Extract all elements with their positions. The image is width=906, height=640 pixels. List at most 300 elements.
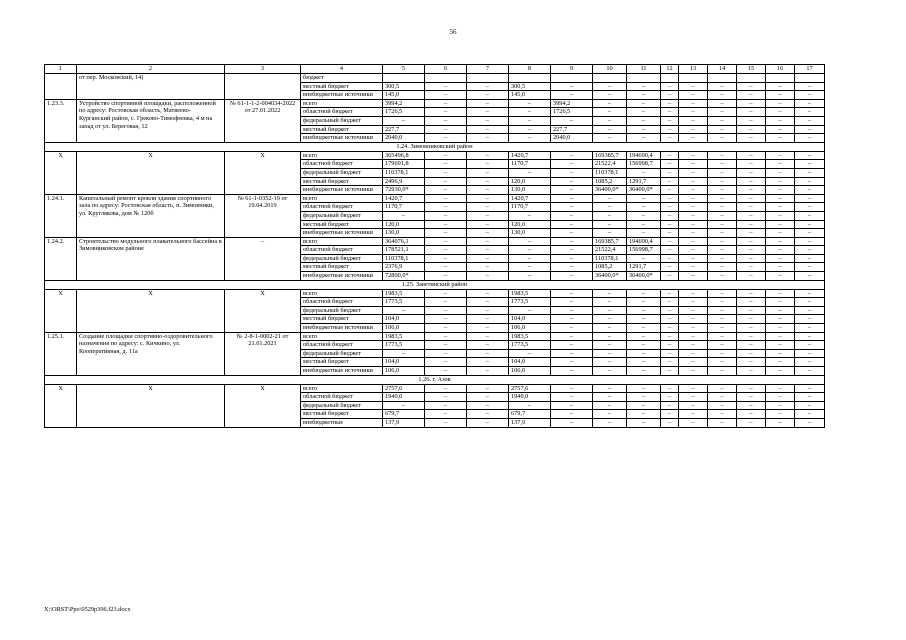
header-cell: 9 [551, 65, 593, 74]
table-row [45, 74, 825, 83]
value-cell: – [766, 254, 795, 263]
value-cell: 3994,2 [383, 99, 425, 108]
value-cell: – [425, 263, 467, 272]
value-cell: – [766, 315, 795, 324]
funding-source: всего [301, 384, 383, 393]
value-cell: – [708, 358, 737, 367]
value-cell: – [679, 349, 708, 358]
header-cell: 3 [225, 65, 301, 74]
value-cell: – [708, 177, 737, 186]
value-cell: – [627, 332, 661, 341]
value-cell: – [766, 367, 795, 376]
value-cell: 104,0 [383, 315, 425, 324]
value-cell: – [661, 229, 679, 238]
value-cell: – [708, 401, 737, 410]
funding-source: внебюджетные источники [301, 324, 383, 333]
page-number: 56 [449, 28, 457, 36]
header-cell: 8 [509, 65, 551, 74]
value-cell: – [679, 393, 708, 402]
value-cell: – [679, 254, 708, 263]
value-cell: – [661, 211, 679, 220]
value-cell: – [679, 237, 708, 246]
value-cell: – [708, 341, 737, 350]
value-cell: – [627, 341, 661, 350]
value-cell: – [509, 125, 551, 134]
value-cell: – [737, 220, 766, 229]
footer-path: X:\ORST\Ppo\0529p396.f23.docx [44, 606, 131, 613]
value-cell: 2040,0 [551, 134, 593, 143]
value-cell: – [467, 220, 509, 229]
value-cell: – [795, 91, 825, 100]
value-cell: – [425, 298, 467, 307]
value-cell: – [467, 367, 509, 376]
header-cell: 17 [795, 65, 825, 74]
value-cell: 120,0 [383, 220, 425, 229]
value-cell: 194690,4 [627, 151, 661, 160]
value-cell: – [766, 194, 795, 203]
value-cell: – [737, 177, 766, 186]
value-cell: – [708, 246, 737, 255]
value-cell: – [627, 418, 661, 427]
value-cell: – [551, 254, 593, 263]
value-cell: – [679, 108, 708, 117]
value-cell: – [795, 349, 825, 358]
value-cell: – [627, 108, 661, 117]
value-cell: – [593, 134, 627, 143]
value-cell: 1170,7 [383, 203, 425, 212]
value-cell: – [467, 211, 509, 220]
value-cell: – [795, 315, 825, 324]
value-cell: – [795, 306, 825, 315]
value-cell: – [766, 220, 795, 229]
value-cell: 364076,1 [383, 237, 425, 246]
value-cell: – [795, 367, 825, 376]
value-cell: – [737, 160, 766, 169]
value-cell: 2040,0 [383, 134, 425, 143]
value-cell [383, 74, 425, 83]
value-cell: – [737, 332, 766, 341]
header-cell: 14 [708, 65, 737, 74]
funding-source: местный бюджет [301, 125, 383, 134]
value-cell: – [627, 410, 661, 419]
value-cell [551, 74, 593, 83]
value-cell: – [551, 384, 593, 393]
value-cell: – [795, 393, 825, 402]
value-cell: – [425, 99, 467, 108]
value-cell: 179691,8 [383, 160, 425, 169]
value-cell: – [795, 151, 825, 160]
value-cell: 1726,5 [383, 108, 425, 117]
value-cell: – [593, 401, 627, 410]
item-name: Создание площадки спортивно-оздоровительного назначения по адресу: с. Кичкино, ул. Кооперативная, д. 11а [77, 332, 225, 375]
value-cell [679, 74, 708, 83]
value-cell: 72930,0* [383, 186, 425, 195]
value-cell: 145,0 [509, 91, 551, 100]
value-cell: 137,9 [509, 418, 551, 427]
value-cell: – [661, 177, 679, 186]
value-cell: – [627, 211, 661, 220]
value-cell: – [551, 168, 593, 177]
value-cell: 1773,5 [509, 341, 551, 350]
value-cell: – [661, 418, 679, 427]
value-cell: – [737, 237, 766, 246]
value-cell: 1940,0 [383, 393, 425, 402]
value-cell: – [627, 116, 661, 125]
funding-source: внебюджетные источники [301, 91, 383, 100]
value-cell: 110378,1 [593, 254, 627, 263]
funding-source: федеральный бюджет [301, 306, 383, 315]
value-cell: – [679, 401, 708, 410]
value-cell: – [661, 151, 679, 160]
value-cell: – [661, 91, 679, 100]
value-cell: – [661, 203, 679, 212]
value-cell: – [708, 151, 737, 160]
funding-source: областной бюджет [301, 393, 383, 402]
header-cell: 11 [627, 65, 661, 74]
value-cell [766, 74, 795, 83]
value-cell: – [766, 289, 795, 298]
header-cell: 7 [467, 65, 509, 74]
value-cell: – [509, 306, 551, 315]
value-cell: 120,0 [509, 177, 551, 186]
value-cell: 1773,5 [383, 298, 425, 307]
value-cell: – [661, 134, 679, 143]
value-cell: – [679, 367, 708, 376]
table-row [45, 99, 825, 108]
value-cell: 178521,1 [383, 246, 425, 255]
value-cell: – [766, 418, 795, 427]
value-cell: – [593, 194, 627, 203]
value-cell: – [708, 108, 737, 117]
value-cell: – [467, 263, 509, 272]
value-cell: – [708, 229, 737, 238]
value-cell: – [509, 134, 551, 143]
header-cell: 2 [77, 65, 225, 74]
value-cell: – [383, 349, 425, 358]
value-cell: – [737, 254, 766, 263]
funding-source: областной бюджет [301, 246, 383, 255]
value-cell: – [661, 393, 679, 402]
value-cell: – [383, 401, 425, 410]
value-cell: – [766, 384, 795, 393]
value-cell: – [737, 410, 766, 419]
value-cell: – [679, 99, 708, 108]
value-cell: – [737, 116, 766, 125]
value-cell: – [467, 306, 509, 315]
value-cell: – [795, 134, 825, 143]
value-cell: – [737, 203, 766, 212]
value-cell: – [467, 341, 509, 350]
value-cell: – [467, 237, 509, 246]
value-cell: – [627, 254, 661, 263]
value-cell: – [425, 289, 467, 298]
value-cell [509, 74, 551, 83]
value-cell: – [679, 220, 708, 229]
funding-source: местный бюджет [301, 358, 383, 367]
value-cell: – [679, 151, 708, 160]
value-cell: 137,9 [383, 418, 425, 427]
value-cell: – [425, 82, 467, 91]
value-cell: – [467, 358, 509, 367]
value-cell: – [383, 211, 425, 220]
value-cell: – [425, 418, 467, 427]
value-cell: – [679, 134, 708, 143]
item-name: Х [77, 384, 225, 427]
value-cell: – [551, 367, 593, 376]
value-cell: – [737, 91, 766, 100]
value-cell: – [795, 254, 825, 263]
value-cell: – [551, 82, 593, 91]
value-cell: – [795, 194, 825, 203]
value-cell: – [551, 186, 593, 195]
value-cell: – [661, 194, 679, 203]
value-cell: – [467, 194, 509, 203]
funding-source: федеральный бюджет [301, 168, 383, 177]
value-cell: – [766, 298, 795, 307]
value-cell: – [766, 341, 795, 350]
value-cell: – [679, 289, 708, 298]
value-cell: – [679, 332, 708, 341]
value-cell: – [795, 410, 825, 419]
value-cell: – [661, 341, 679, 350]
value-cell: – [766, 332, 795, 341]
value-cell: – [627, 220, 661, 229]
value-cell: – [551, 151, 593, 160]
value-cell: 1420,7 [383, 194, 425, 203]
value-cell: 110378,1 [383, 254, 425, 263]
value-cell: 2496,9 [383, 177, 425, 186]
value-cell: – [551, 315, 593, 324]
value-cell [795, 74, 825, 83]
value-cell: – [425, 324, 467, 333]
value-cell: – [551, 194, 593, 203]
value-cell: 36400,0* [593, 272, 627, 281]
value-cell: – [593, 298, 627, 307]
value-cell: – [467, 393, 509, 402]
value-cell: – [661, 384, 679, 393]
value-cell: – [708, 220, 737, 229]
value-cell: – [425, 349, 467, 358]
value-cell: – [679, 229, 708, 238]
value-cell: 72800,0* [383, 272, 425, 281]
value-cell: – [737, 211, 766, 220]
funding-source: федеральный бюджет [301, 116, 383, 125]
value-cell: – [627, 229, 661, 238]
value-cell: – [661, 246, 679, 255]
value-cell: – [593, 393, 627, 402]
value-cell: – [708, 186, 737, 195]
value-cell: – [661, 116, 679, 125]
value-cell: – [708, 237, 737, 246]
value-cell: – [679, 263, 708, 272]
value-cell: – [551, 160, 593, 169]
value-cell: – [593, 418, 627, 427]
value-cell [737, 74, 766, 83]
value-cell: 1170,7 [509, 203, 551, 212]
value-cell: 300,5 [509, 82, 551, 91]
value-cell: – [425, 254, 467, 263]
section-title: 1.24. Зимовниковский район [45, 142, 825, 151]
value-cell: – [627, 99, 661, 108]
value-cell: – [766, 237, 795, 246]
value-cell: – [679, 418, 708, 427]
value-cell: – [661, 315, 679, 324]
value-cell: – [737, 99, 766, 108]
value-cell: – [661, 82, 679, 91]
value-cell: – [795, 211, 825, 220]
item-number: 1.24.1. [45, 194, 77, 237]
table-row [45, 384, 825, 393]
header-cell: 10 [593, 65, 627, 74]
value-cell: – [551, 220, 593, 229]
item-name: Х [77, 151, 225, 194]
value-cell: 1726,5 [551, 108, 593, 117]
value-cell: 1420,7 [509, 194, 551, 203]
value-cell: – [661, 99, 679, 108]
value-cell: – [795, 246, 825, 255]
value-cell: – [661, 401, 679, 410]
value-cell: – [467, 410, 509, 419]
value-cell: – [551, 349, 593, 358]
value-cell: – [766, 324, 795, 333]
value-cell: – [593, 125, 627, 134]
value-cell: – [593, 324, 627, 333]
value-cell: – [766, 91, 795, 100]
value-cell: 106,0 [509, 324, 551, 333]
funding-source: федеральный бюджет [301, 401, 383, 410]
value-cell: – [661, 160, 679, 169]
value-cell: 104,0 [383, 358, 425, 367]
table-row [45, 289, 825, 298]
value-cell: – [593, 108, 627, 117]
value-cell: – [708, 324, 737, 333]
funding-source: местный бюджет [301, 220, 383, 229]
value-cell: – [737, 324, 766, 333]
funding-source: всего [301, 99, 383, 108]
funding-source: всего [301, 332, 383, 341]
value-cell: – [708, 410, 737, 419]
value-cell: – [679, 298, 708, 307]
value-cell: 1940,0 [509, 393, 551, 402]
value-cell: 300,5 [383, 82, 425, 91]
value-cell: – [509, 401, 551, 410]
value-cell: – [551, 116, 593, 125]
value-cell: – [425, 367, 467, 376]
header-cell: 13 [679, 65, 708, 74]
value-cell: – [766, 82, 795, 91]
value-cell: – [766, 211, 795, 220]
value-cell: – [627, 324, 661, 333]
value-cell: – [627, 349, 661, 358]
value-cell: – [795, 108, 825, 117]
value-cell: – [708, 367, 737, 376]
value-cell: – [708, 418, 737, 427]
value-cell: – [425, 229, 467, 238]
section-title: 1.25. Заветинский район [45, 280, 825, 289]
value-cell: – [679, 160, 708, 169]
value-cell: – [766, 125, 795, 134]
value-cell: – [425, 125, 467, 134]
value-cell: 145,0 [383, 91, 425, 100]
value-cell: – [679, 125, 708, 134]
value-cell: – [795, 99, 825, 108]
value-cell: – [766, 349, 795, 358]
value-cell: – [766, 358, 795, 367]
value-cell: – [593, 116, 627, 125]
value-cell: – [766, 151, 795, 160]
value-cell: – [737, 367, 766, 376]
value-cell: – [708, 289, 737, 298]
value-cell: – [467, 332, 509, 341]
value-cell: 36400,0* [593, 186, 627, 195]
value-cell: 365496,8 [383, 151, 425, 160]
value-cell: 36400,0* [627, 272, 661, 281]
value-cell: – [551, 211, 593, 220]
value-cell: – [766, 393, 795, 402]
value-cell: – [795, 289, 825, 298]
value-cell: – [766, 160, 795, 169]
value-cell: – [737, 151, 766, 160]
value-cell: 1983,5 [509, 289, 551, 298]
value-cell: – [795, 186, 825, 195]
value-cell: – [661, 220, 679, 229]
value-cell: – [425, 237, 467, 246]
item-number: 1.24.2. [45, 237, 77, 280]
value-cell: 1170,7 [509, 160, 551, 169]
funding-source: бюджет [301, 74, 383, 83]
value-cell: – [661, 410, 679, 419]
value-cell: – [766, 263, 795, 272]
value-cell: – [795, 82, 825, 91]
value-cell: – [679, 246, 708, 255]
value-cell: – [737, 349, 766, 358]
value-cell: – [661, 306, 679, 315]
value-cell: – [425, 315, 467, 324]
value-cell: – [737, 168, 766, 177]
item-number: 1.23.3. [45, 99, 77, 142]
value-cell: – [509, 349, 551, 358]
header-cell: 15 [737, 65, 766, 74]
value-cell: – [708, 116, 737, 125]
value-cell: – [679, 384, 708, 393]
value-cell: – [551, 306, 593, 315]
value-cell: – [708, 332, 737, 341]
value-cell: – [661, 367, 679, 376]
value-cell: – [551, 203, 593, 212]
value-cell: – [661, 298, 679, 307]
header-row [45, 65, 825, 74]
value-cell: – [679, 91, 708, 100]
value-cell: – [661, 125, 679, 134]
item-document: – [225, 237, 301, 280]
value-cell: 2757,6 [383, 384, 425, 393]
value-cell: – [425, 168, 467, 177]
item-name: Х [77, 289, 225, 332]
value-cell: – [425, 341, 467, 350]
value-cell: – [467, 116, 509, 125]
value-cell: 169385,7 [593, 237, 627, 246]
item-document: № 2-8-1-0002-21 от 21.01.2021 [225, 332, 301, 375]
value-cell: 106,0 [383, 324, 425, 333]
value-cell: – [795, 341, 825, 350]
value-cell: – [661, 263, 679, 272]
value-cell: – [661, 349, 679, 358]
value-cell: – [766, 229, 795, 238]
value-cell: – [661, 237, 679, 246]
item-document: Х [225, 289, 301, 332]
value-cell: – [593, 410, 627, 419]
value-cell: 2376,9 [383, 263, 425, 272]
